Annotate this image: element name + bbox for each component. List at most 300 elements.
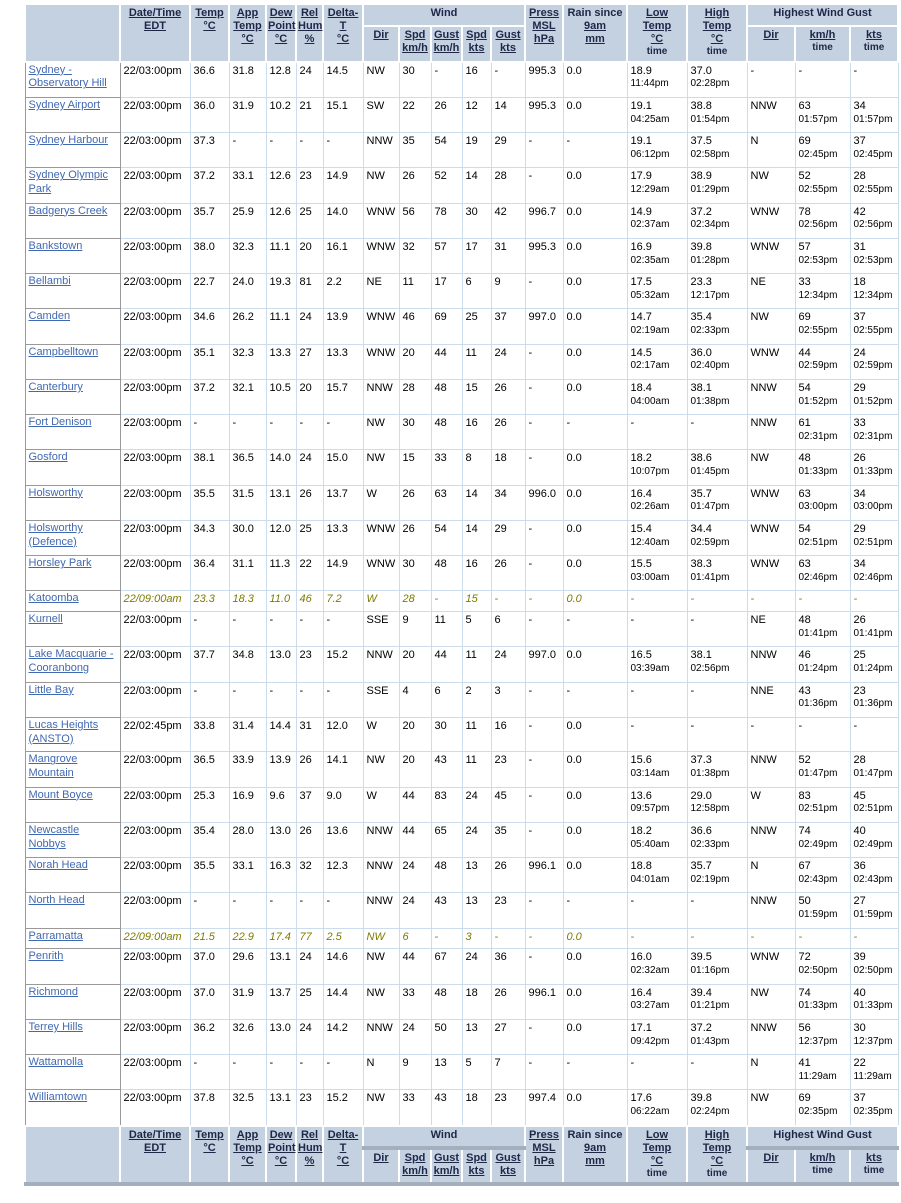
station-link[interactable]: Horsley Park	[28, 557, 92, 570]
cell-press-msl: -	[525, 450, 563, 485]
cell-wind-spd-kmh: 20	[399, 344, 431, 379]
cell-wind-spd-kmh: 44	[399, 949, 431, 984]
station-link[interactable]: Wattamolla	[28, 1056, 84, 1069]
footer-header-gust-kts[interactable]: kts time	[850, 1148, 898, 1185]
cell-app-temp: 31.1	[229, 556, 266, 591]
cell-highest-gust-dir: NNW	[747, 1019, 795, 1054]
cell-wind-gust-kts: 26	[491, 858, 525, 893]
header-wind-gust-kmh[interactable]: Gust km/h	[431, 26, 462, 62]
footer-header-app-temp[interactable]: App Temp °C	[229, 1126, 266, 1185]
station-link[interactable]: Bellambi	[28, 275, 71, 288]
station-row	[25, 822, 898, 857]
cell-wind-gust-kmh: 6	[431, 682, 462, 717]
cell-wind-gust-kts: 28	[491, 168, 525, 203]
station-row	[25, 591, 898, 612]
header-high-temp[interactable]: High Temp °C time	[687, 4, 747, 62]
cell-datetime: 22/03:00pm	[120, 1090, 190, 1126]
station-row	[25, 787, 898, 822]
cell-rel-hum: 46	[296, 591, 323, 612]
cell-temp: 36.0	[190, 97, 229, 132]
station-link[interactable]: Sydney Airport	[28, 98, 101, 111]
cell-wind-gust-kmh: 54	[431, 133, 462, 168]
station-cell	[25, 556, 120, 591]
cell-rel-hum: 23	[296, 1090, 323, 1126]
cell-wind-dir: NNW	[363, 822, 399, 857]
cell-rain-since-9am: 0.0	[563, 822, 627, 857]
cell-wind-gust-kmh: 43	[431, 752, 462, 787]
cell-temp: -	[190, 415, 229, 450]
cell-wind-gust-kts: -	[491, 62, 525, 98]
cell-wind-gust-kmh: 54	[431, 520, 462, 555]
cell-wind-gust-kts: -	[491, 591, 525, 612]
station-cell	[25, 1055, 120, 1090]
cell-datetime: 22/03:00pm	[120, 647, 190, 682]
cell-highest-gust-kmh: 83 02:51pm	[795, 787, 850, 822]
cell-rain-since-9am: 0.0	[563, 984, 627, 1019]
footer-header-wind-spd-kts[interactable]: Spd kts	[462, 1148, 491, 1185]
footer-header-press[interactable]: Press MSL hPa	[525, 1126, 563, 1185]
cell-wind-gust-kts: 42	[491, 203, 525, 238]
cell-highest-gust-dir: WNW	[747, 485, 795, 520]
cell-high-temp: 37.3 01:38pm	[687, 752, 747, 787]
cell-datetime: 22/03:00pm	[120, 309, 190, 344]
header-delta-t[interactable]: Delta-T °C	[323, 4, 363, 62]
station-link[interactable]: Gosford	[28, 451, 68, 464]
footer-header-wind-dir[interactable]: Dir	[363, 1148, 399, 1185]
cell-wind-spd-kts: 13	[462, 893, 491, 928]
cell-low-temp: 16.9 02:35am	[627, 238, 687, 273]
cell-highest-gust-kts: 34 02:46pm	[850, 556, 898, 591]
cell-delta-t: 12.0	[323, 717, 363, 752]
cell-app-temp: 32.1	[229, 379, 266, 414]
station-link[interactable]: Fort Denison	[28, 416, 92, 429]
station-link[interactable]: Sydney Harbour	[28, 134, 108, 147]
station-link[interactable]: Sydney Olympic Park	[28, 169, 108, 196]
header-wind-dir[interactable]: Dir	[363, 26, 399, 62]
cell-datetime: 22/09:00am	[120, 591, 190, 612]
cell-wind-dir: NNW	[363, 1019, 399, 1054]
cell-delta-t: -	[323, 1055, 363, 1090]
cell-wind-dir: NW	[363, 450, 399, 485]
cell-wind-dir: SSE	[363, 612, 399, 647]
station-link[interactable]: Mangrove Mountain	[28, 753, 78, 780]
station-link[interactable]: Newcastle Nobbys	[28, 823, 80, 850]
cell-dew-point: 13.1	[266, 949, 296, 984]
header-dew-point[interactable]: Dew Point °C	[266, 4, 296, 62]
cell-wind-dir: WNW	[363, 309, 399, 344]
cell-highest-gust-dir: NNW	[747, 97, 795, 132]
footer-header-delta-t[interactable]: Delta-T °C	[323, 1126, 363, 1185]
cell-high-temp: 39.4 01:21pm	[687, 984, 747, 1019]
cell-wind-gust-kts: 26	[491, 984, 525, 1019]
cell-highest-gust-kts: 34 03:00pm	[850, 485, 898, 520]
cell-delta-t: -	[323, 612, 363, 647]
cell-wind-spd-kmh: 30	[399, 415, 431, 450]
cell-temp: 36.6	[190, 62, 229, 98]
cell-dew-point: -	[266, 1055, 296, 1090]
cell-datetime: 22/03:00pm	[120, 168, 190, 203]
cell-highest-gust-dir: NW	[747, 984, 795, 1019]
cell-dew-point: 13.0	[266, 822, 296, 857]
cell-high-temp: -	[687, 612, 747, 647]
cell-wind-spd-kts: 2	[462, 682, 491, 717]
cell-low-temp: 18.8 04:01am	[627, 858, 687, 893]
cell-rain-since-9am: -	[563, 682, 627, 717]
cell-wind-spd-kts: 14	[462, 485, 491, 520]
cell-wind-dir: W	[363, 717, 399, 752]
cell-app-temp: 26.2	[229, 309, 266, 344]
cell-highest-gust-kmh: 63 01:57pm	[795, 97, 850, 132]
cell-wind-gust-kmh: 69	[431, 309, 462, 344]
header-wind-spd-kts[interactable]: Spd kts	[462, 26, 491, 62]
cell-delta-t: 14.1	[323, 752, 363, 787]
station-cell	[25, 591, 120, 612]
cell-wind-gust-kts: 9	[491, 274, 525, 309]
cell-high-temp: 37.2 02:34pm	[687, 203, 747, 238]
cell-high-temp: 36.6 02:33pm	[687, 822, 747, 857]
cell-app-temp: -	[229, 415, 266, 450]
station-link[interactable]: Bankstown	[28, 239, 83, 252]
cell-high-temp: 36.0 02:40pm	[687, 344, 747, 379]
cell-high-temp: 34.4 02:59pm	[687, 520, 747, 555]
cell-highest-gust-kts: -	[850, 717, 898, 752]
cell-wind-gust-kmh: 57	[431, 238, 462, 273]
cell-rel-hum: 27	[296, 344, 323, 379]
cell-temp: 36.5	[190, 752, 229, 787]
cell-high-temp: 37.0 02:28pm	[687, 62, 747, 98]
header-app-temp[interactable]: App Temp °C	[229, 4, 266, 62]
station-link[interactable]: Williamtown	[28, 1091, 88, 1104]
cell-datetime: 22/02:45pm	[120, 717, 190, 752]
cell-rel-hum: 25	[296, 520, 323, 555]
cell-wind-gust-kmh: 30	[431, 717, 462, 752]
cell-delta-t: 14.9	[323, 556, 363, 591]
cell-wind-gust-kts: 16	[491, 717, 525, 752]
cell-wind-gust-kmh: 48	[431, 984, 462, 1019]
cell-wind-spd-kmh: 26	[399, 485, 431, 520]
cell-low-temp: -	[627, 1055, 687, 1090]
header-wind-group: Wind	[363, 4, 525, 26]
footer-header-station-corner	[25, 1126, 120, 1185]
cell-wind-dir: NW	[363, 168, 399, 203]
cell-temp: -	[190, 893, 229, 928]
cell-delta-t: 2.2	[323, 274, 363, 309]
cell-datetime: 22/03:00pm	[120, 415, 190, 450]
cell-wind-gust-kmh: 50	[431, 1019, 462, 1054]
cell-rel-hum: 37	[296, 787, 323, 822]
cell-low-temp: 16.5 03:39am	[627, 647, 687, 682]
cell-highest-gust-kmh: -	[795, 62, 850, 98]
cell-high-temp: -	[687, 682, 747, 717]
cell-app-temp: 31.5	[229, 485, 266, 520]
cell-highest-gust-dir: W	[747, 787, 795, 822]
cell-wind-gust-kts: 24	[491, 344, 525, 379]
cell-wind-spd-kmh: 9	[399, 1055, 431, 1090]
cell-temp: 38.1	[190, 450, 229, 485]
header-gust-dir[interactable]: Dir	[747, 26, 795, 62]
cell-press-msl: 997.0	[525, 647, 563, 682]
cell-wind-gust-kmh: 48	[431, 415, 462, 450]
cell-delta-t: 15.2	[323, 647, 363, 682]
cell-highest-gust-kmh: 69 02:45pm	[795, 133, 850, 168]
cell-wind-spd-kmh: 4	[399, 682, 431, 717]
station-cell	[25, 62, 120, 98]
cell-press-msl: 996.0	[525, 485, 563, 520]
cell-high-temp: 38.9 01:29pm	[687, 168, 747, 203]
cell-app-temp: -	[229, 1055, 266, 1090]
cell-rel-hum: -	[296, 1055, 323, 1090]
footer-header-gust-dir[interactable]: Dir	[747, 1148, 795, 1185]
station-link[interactable]: Sydney - Observatory Hill	[28, 63, 107, 90]
cell-low-temp: 18.2 05:40am	[627, 822, 687, 857]
footer-header-rel-hum[interactable]: Rel Hum %	[296, 1126, 323, 1185]
cell-high-temp: 29.0 12:58pm	[687, 787, 747, 822]
station-link[interactable]: Lucas Heights (ANSTO)	[28, 718, 99, 745]
cell-highest-gust-dir: NNW	[747, 647, 795, 682]
cell-app-temp: -	[229, 893, 266, 928]
cell-wind-gust-kts: 34	[491, 485, 525, 520]
cell-app-temp: 34.8	[229, 647, 266, 682]
cell-wind-spd-kts: 13	[462, 858, 491, 893]
cell-rel-hum: 26	[296, 752, 323, 787]
footer-header-wind-gust-kmh[interactable]: Gust km/h	[431, 1148, 462, 1185]
cell-wind-spd-kmh: 24	[399, 858, 431, 893]
cell-wind-dir: W	[363, 485, 399, 520]
cell-highest-gust-kmh: 74 01:33pm	[795, 984, 850, 1019]
cell-dew-point: -	[266, 133, 296, 168]
cell-wind-dir: NNW	[363, 858, 399, 893]
cell-rain-since-9am: 0.0	[563, 520, 627, 555]
cell-dew-point: 11.1	[266, 309, 296, 344]
cell-rel-hum: 32	[296, 858, 323, 893]
cell-wind-spd-kts: 5	[462, 1055, 491, 1090]
station-link[interactable]: Canterbury	[28, 380, 83, 393]
footer-header-high-temp[interactable]: High Temp °C time	[687, 1126, 747, 1185]
cell-highest-gust-kmh: 33 12:34pm	[795, 274, 850, 309]
cell-highest-gust-kts: -	[850, 62, 898, 98]
cell-wind-gust-kts: 26	[491, 415, 525, 450]
footer-header-gust-kmh[interactable]: km/h time	[795, 1148, 850, 1185]
cell-low-temp: 14.5 02:17am	[627, 344, 687, 379]
cell-rain-since-9am: -	[563, 415, 627, 450]
cell-dew-point: 13.1	[266, 485, 296, 520]
station-link[interactable]: Holsworthy	[28, 486, 83, 499]
footer-header-wind-spd-kmh[interactable]: Spd km/h	[399, 1148, 431, 1185]
cell-rel-hum: 21	[296, 97, 323, 132]
cell-app-temp: 22.9	[229, 928, 266, 949]
cell-wind-spd-kmh: 35	[399, 133, 431, 168]
cell-highest-gust-kmh: 46 01:24pm	[795, 647, 850, 682]
header-gust-kts[interactable]: kts time	[850, 26, 898, 62]
cell-datetime: 22/03:00pm	[120, 1019, 190, 1054]
cell-delta-t: 15.0	[323, 450, 363, 485]
cell-wind-spd-kts: 16	[462, 415, 491, 450]
station-row	[25, 133, 898, 168]
cell-wind-spd-kmh: 20	[399, 647, 431, 682]
cell-high-temp: -	[687, 1055, 747, 1090]
cell-datetime: 22/03:00pm	[120, 612, 190, 647]
cell-press-msl: -	[525, 379, 563, 414]
cell-temp: 37.7	[190, 647, 229, 682]
cell-rain-since-9am: 0.0	[563, 168, 627, 203]
station-cell	[25, 238, 120, 273]
cell-datetime: 22/03:00pm	[120, 450, 190, 485]
footer-header-dew-point[interactable]: Dew Point °C	[266, 1126, 296, 1185]
cell-rain-since-9am: 0.0	[563, 485, 627, 520]
footer-header-datetime[interactable]: Date/Time EDT	[120, 1126, 190, 1185]
station-cell	[25, 647, 120, 682]
cell-delta-t: 14.4	[323, 984, 363, 1019]
station-cell	[25, 1090, 120, 1126]
cell-datetime: 22/03:00pm	[120, 62, 190, 98]
cell-highest-gust-kmh: 78 02:56pm	[795, 203, 850, 238]
station-cell	[25, 97, 120, 132]
cell-wind-dir: NW	[363, 949, 399, 984]
cell-rel-hum: 26	[296, 485, 323, 520]
cell-high-temp: 35.7 01:47pm	[687, 485, 747, 520]
cell-delta-t: 13.3	[323, 344, 363, 379]
cell-low-temp: -	[627, 591, 687, 612]
cell-wind-dir: SW	[363, 97, 399, 132]
cell-low-temp: 18.4 04:00am	[627, 379, 687, 414]
header-rain[interactable]: Rain since 9am mm	[563, 4, 627, 62]
cell-highest-gust-kmh: -	[795, 591, 850, 612]
cell-wind-spd-kts: 14	[462, 168, 491, 203]
cell-wind-spd-kts: 18	[462, 1090, 491, 1126]
cell-wind-gust-kmh: 63	[431, 485, 462, 520]
footer-header-wind-gust-kts[interactable]: Gust kts	[491, 1148, 525, 1185]
cell-wind-dir: W	[363, 787, 399, 822]
station-link[interactable]: North Head	[28, 894, 85, 907]
cell-delta-t: -	[323, 415, 363, 450]
header-wind-gust-kts[interactable]: Gust kts	[491, 26, 525, 62]
cell-rain-since-9am: 0.0	[563, 858, 627, 893]
cell-low-temp: 15.6 03:14am	[627, 752, 687, 787]
station-link[interactable]: Richmond	[28, 985, 79, 998]
cell-datetime: 22/03:00pm	[120, 556, 190, 591]
station-link[interactable]: Campbelltown	[28, 345, 99, 358]
station-link[interactable]: Penrith	[28, 950, 64, 963]
cell-press-msl: -	[525, 133, 563, 168]
cell-wind-spd-kmh: 9	[399, 612, 431, 647]
cell-temp: 21.5	[190, 928, 229, 949]
station-link[interactable]: Little Bay	[28, 683, 74, 696]
cell-high-temp: -	[687, 893, 747, 928]
header-datetime[interactable]: Date/Time EDT	[120, 4, 190, 62]
cell-dew-point: 10.5	[266, 379, 296, 414]
station-cell	[25, 717, 120, 752]
station-row	[25, 520, 898, 555]
footer-header-low-temp[interactable]: Low Temp °C time	[627, 1126, 687, 1185]
header-low-temp[interactable]: Low Temp °C time	[627, 4, 687, 62]
station-link[interactable]: Katoomba	[28, 592, 79, 605]
cell-datetime: 22/03:00pm	[120, 97, 190, 132]
header-rel-hum[interactable]: Rel Hum %	[296, 4, 323, 62]
cell-temp: -	[190, 1055, 229, 1090]
cell-highest-gust-kts: 27 01:59pm	[850, 893, 898, 928]
cell-temp: 37.0	[190, 984, 229, 1019]
cell-wind-spd-kts: 24	[462, 787, 491, 822]
cell-temp: 35.1	[190, 344, 229, 379]
cell-wind-gust-kmh: 44	[431, 647, 462, 682]
header-gust-kmh[interactable]: km/h time	[795, 26, 850, 62]
cell-wind-spd-kmh: 32	[399, 238, 431, 273]
cell-press-msl: 997.4	[525, 1090, 563, 1126]
cell-delta-t: 14.2	[323, 1019, 363, 1054]
cell-datetime: 22/03:00pm	[120, 344, 190, 379]
station-link[interactable]: Parramatta	[28, 929, 83, 942]
footer-header-rain[interactable]: Rain since 9am mm	[563, 1126, 627, 1185]
cell-rel-hum: -	[296, 415, 323, 450]
cell-highest-gust-kmh: -	[795, 928, 850, 949]
cell-delta-t: 9.0	[323, 787, 363, 822]
cell-rain-since-9am: 0.0	[563, 787, 627, 822]
cell-highest-gust-kmh: 48 01:33pm	[795, 450, 850, 485]
station-link[interactable]: Holsworthy (Defence)	[28, 521, 83, 548]
cell-wind-spd-kmh: 44	[399, 822, 431, 857]
cell-rel-hum: 24	[296, 62, 323, 98]
cell-highest-gust-kts: 37 02:45pm	[850, 133, 898, 168]
cell-highest-gust-dir: NNW	[747, 415, 795, 450]
cell-app-temp: 33.1	[229, 858, 266, 893]
cell-wind-spd-kmh: 22	[399, 97, 431, 132]
weather-observations-table	[24, 3, 899, 1186]
cell-rel-hum: 24	[296, 949, 323, 984]
cell-datetime: 22/03:00pm	[120, 752, 190, 787]
cell-dew-point: 12.6	[266, 203, 296, 238]
cell-press-msl: -	[525, 1055, 563, 1090]
station-row	[25, 203, 898, 238]
cell-press-msl: -	[525, 415, 563, 450]
cell-wind-gust-kmh: 52	[431, 168, 462, 203]
cell-datetime: 22/09:00am	[120, 928, 190, 949]
cell-wind-spd-kts: 3	[462, 928, 491, 949]
cell-datetime: 22/03:00pm	[120, 133, 190, 168]
header-press[interactable]: Press MSL hPa	[525, 4, 563, 62]
cell-delta-t: 13.3	[323, 520, 363, 555]
station-link[interactable]: Kurnell	[28, 613, 63, 626]
cell-wind-gust-kmh: 33	[431, 450, 462, 485]
cell-wind-dir: WNW	[363, 520, 399, 555]
station-cell	[25, 612, 120, 647]
cell-delta-t: 13.7	[323, 485, 363, 520]
station-link[interactable]: Terrey Hills	[28, 1020, 83, 1033]
station-link[interactable]: Camden	[28, 310, 71, 323]
station-link[interactable]: Mount Boyce	[28, 788, 93, 801]
station-link[interactable]: Badgerys Creek	[28, 204, 108, 217]
cell-wind-gust-kmh: -	[431, 591, 462, 612]
cell-low-temp: 14.9 02:37am	[627, 203, 687, 238]
cell-highest-gust-kts: 39 02:50pm	[850, 949, 898, 984]
cell-wind-gust-kmh: -	[431, 928, 462, 949]
header-wind-spd-kmh[interactable]: Spd km/h	[399, 26, 431, 62]
cell-wind-gust-kts: 23	[491, 752, 525, 787]
cell-highest-gust-dir: -	[747, 928, 795, 949]
cell-temp: 35.5	[190, 858, 229, 893]
cell-press-msl: -	[525, 682, 563, 717]
station-cell	[25, 682, 120, 717]
cell-low-temp: 15.5 03:00am	[627, 556, 687, 591]
station-link[interactable]: Norah Head	[28, 859, 88, 872]
cell-dew-point: 11.0	[266, 591, 296, 612]
footer-header-temp[interactable]: Temp °C	[190, 1126, 229, 1185]
cell-app-temp: 30.0	[229, 520, 266, 555]
header-temp[interactable]: Temp °C	[190, 4, 229, 62]
cell-wind-spd-kts: 5	[462, 612, 491, 647]
station-link[interactable]: Lake Macquarie - Cooranbong	[28, 648, 114, 675]
cell-app-temp: -	[229, 133, 266, 168]
footer-header-row-groups	[25, 1126, 898, 1148]
